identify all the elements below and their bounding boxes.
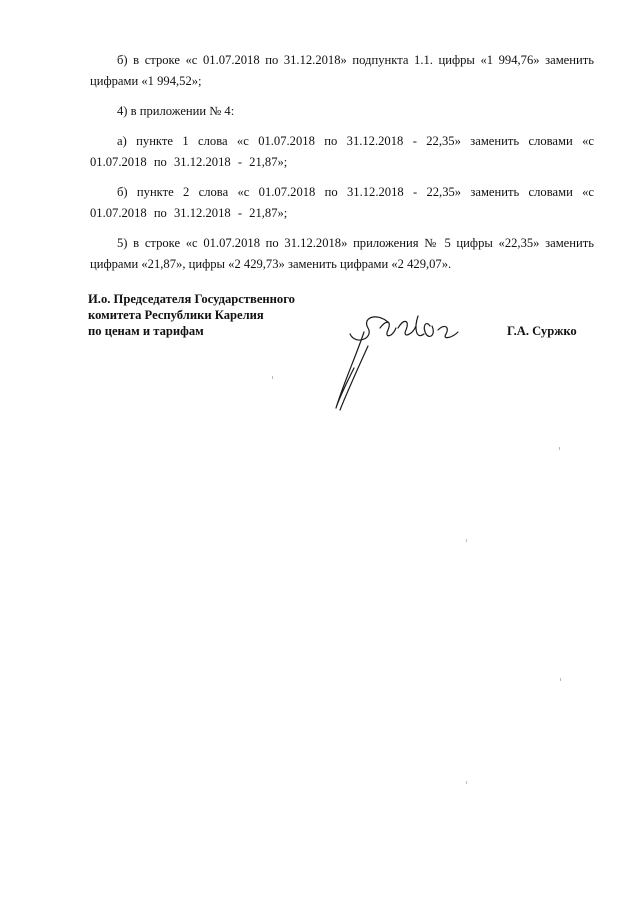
signatory-title-block (88, 291, 295, 339)
paragraph-annex4-item-a: а) пункте 1 слова «с 01.07.2018 по 31.12.2018 - 22,35» заменить словами «с 01.07.2018 по 31.12.2018 - 21,87»; (90, 134, 594, 169)
signatory-name: Г.А. Суржко (507, 324, 577, 338)
scan-speck (559, 447, 560, 450)
scan-speck (560, 678, 561, 681)
paragraph-item-b-annex3: б) в строке «с 01.07.2018 по 31.12.2018» подпункта 1.1. цифры «1 994,76» заменить цифрами «1 994,52»; (90, 53, 594, 88)
signatory-title-line: И.о. Председателя Государственного (88, 292, 295, 306)
signatory-title-line: по ценам и тарифам (88, 324, 204, 338)
paragraph-annex5: 5) в строке «с 01.07.2018 по 31.12.2018» приложения № 5 цифры «22,35» заменить цифрами «21,87», цифры «2 429,73» заменить цифрами «2 429,07». (90, 236, 594, 271)
scan-speck (466, 781, 467, 784)
paragraph-annex4-heading: 4) в приложении № 4: (117, 104, 235, 118)
scan-speck (272, 376, 273, 379)
scan-speck (466, 539, 467, 542)
document-body (90, 50, 594, 284)
paragraph-annex4-item-b: б) пункте 2 слова «с 01.07.2018 по 31.12.2018 - 22,35» заменить словами «с 01.07.2018 по 31.12.2018 - 21,87»; (90, 185, 594, 220)
signatory-title-line: комитета Республики Карелия (88, 308, 264, 322)
handwritten-signature-icon (326, 306, 466, 416)
